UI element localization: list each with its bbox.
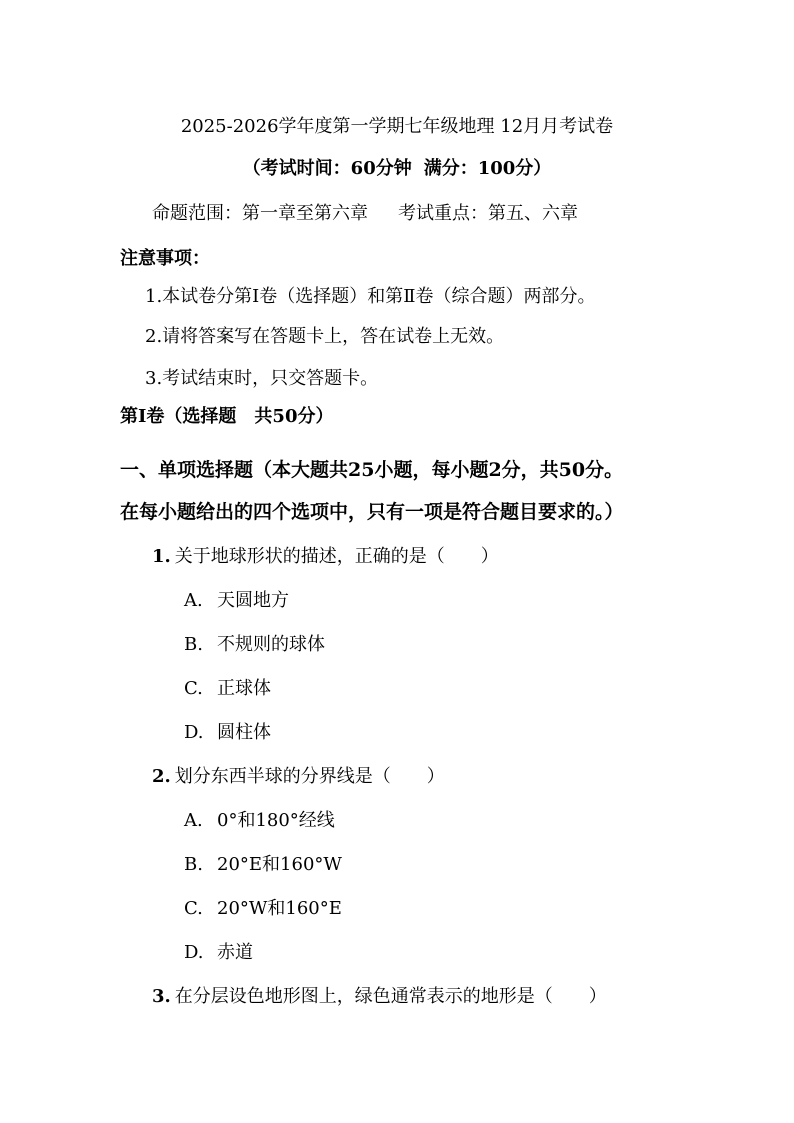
option-text: 正球体 bbox=[217, 678, 271, 699]
option-letter: D. bbox=[184, 722, 204, 743]
option-c[interactable] bbox=[184, 680, 271, 698]
option-text: 20°E和160°W bbox=[217, 854, 342, 875]
exam-scope-line bbox=[152, 205, 578, 223]
option-d[interactable] bbox=[184, 724, 271, 742]
option-c[interactable] bbox=[184, 900, 342, 918]
option-b[interactable] bbox=[184, 636, 325, 654]
option-letter: A. bbox=[184, 810, 203, 831]
notice-item: 2.请将答案写在答题卡上，答在试卷上无效。 bbox=[145, 326, 505, 347]
option-letter: C. bbox=[184, 678, 203, 699]
exam-time: （考试时间：60分钟 bbox=[242, 158, 412, 179]
question-number: 3. bbox=[152, 986, 171, 1007]
question-stem: 划分东西半球的分界线是（ ） bbox=[174, 766, 445, 787]
option-text: 赤道 bbox=[217, 942, 253, 963]
option-letter: A. bbox=[184, 590, 203, 611]
question-number: 1. bbox=[152, 546, 171, 567]
notice-item: 3.考试结束时，只交答题卡。 bbox=[145, 368, 379, 389]
question-3 bbox=[152, 988, 607, 1006]
exam-time-score bbox=[0, 160, 794, 178]
question-2 bbox=[152, 768, 445, 786]
notice-heading: 注意事项： bbox=[120, 248, 210, 269]
question-stem: 在分层设色地形图上，绿色通常表示的地形是（ ） bbox=[174, 986, 607, 1007]
option-a[interactable] bbox=[184, 812, 335, 830]
exam-title: 2025-2026学年度第一学期七年级地理 12月月考试卷 bbox=[180, 116, 614, 137]
option-b[interactable] bbox=[184, 856, 342, 874]
question-number: 2. bbox=[152, 766, 171, 787]
part1-heading: 第Ⅰ卷（选择题 共50分） bbox=[120, 406, 334, 427]
option-a[interactable] bbox=[184, 592, 289, 610]
option-text: 20°W和160°E bbox=[217, 898, 342, 919]
exam-focus: 考试重点：第五、六章 bbox=[398, 203, 578, 224]
exam-score: 满分：100分） bbox=[423, 158, 552, 179]
question-1 bbox=[152, 548, 499, 566]
option-d[interactable] bbox=[184, 944, 253, 962]
exam-scope: 命题范围：第一章至第六章 bbox=[152, 203, 368, 224]
section1-heading-line1: 一、单项选择题（本大题共25小题，每小题2分，共50分。 bbox=[120, 459, 624, 481]
option-text: 天圆地方 bbox=[217, 590, 289, 611]
section1-heading-line2: 在每小题给出的四个选项中，只有一项是符合题目要求的。） bbox=[120, 501, 624, 523]
option-text: 不规则的球体 bbox=[217, 634, 325, 655]
option-letter: D. bbox=[184, 942, 204, 963]
notice-item: 1.本试卷分第Ⅰ卷（选择题）和第Ⅱ卷（综合题）两部分。 bbox=[145, 286, 596, 307]
option-letter: B. bbox=[184, 634, 203, 655]
option-text: 圆柱体 bbox=[217, 722, 271, 743]
question-stem: 关于地球形状的描述，正确的是（ ） bbox=[174, 546, 499, 567]
option-letter: C. bbox=[184, 898, 203, 919]
option-text: 0°和180°经线 bbox=[217, 810, 335, 831]
option-letter: B. bbox=[184, 854, 203, 875]
